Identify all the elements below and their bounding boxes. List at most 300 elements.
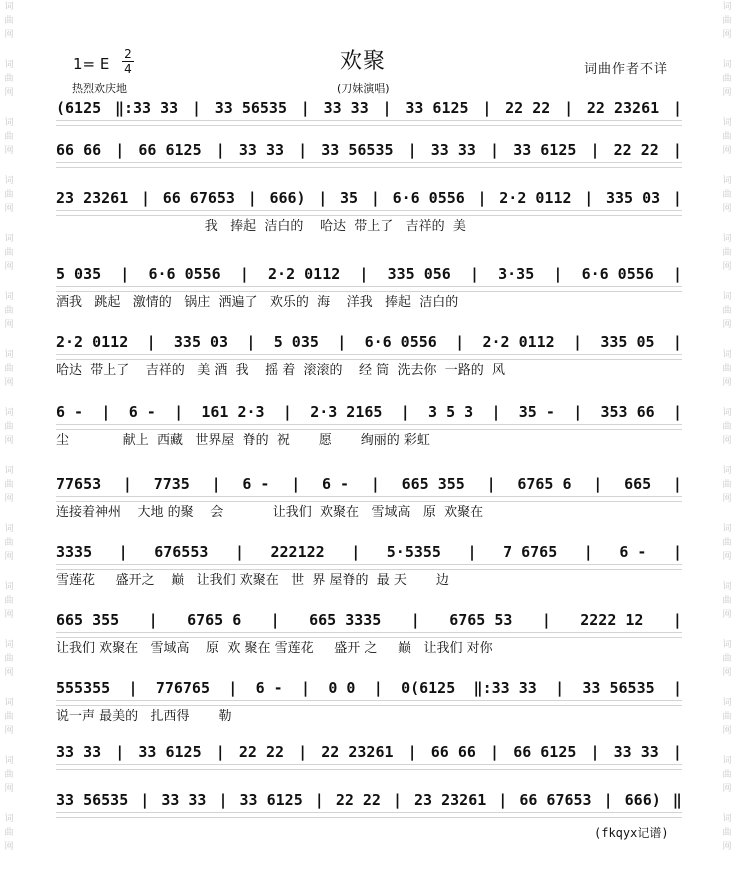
bar-line: | (555, 679, 565, 697)
watermark-glyph: 网 (4, 726, 14, 736)
notation-line (56, 472, 682, 496)
beam-underline (56, 354, 682, 360)
watermark-gap (2, 448, 16, 464)
watermark-gap (2, 42, 16, 58)
note-group: 2·3 2165 (310, 403, 383, 421)
watermark-glyph: 网 (4, 668, 14, 678)
watermark-gap (2, 100, 16, 116)
note-group: 335 05 (600, 333, 655, 351)
watermark-glyph: 曲 (4, 538, 14, 548)
note-group: 6·6 0556 (581, 265, 654, 283)
note-group: 335 056 (387, 265, 451, 283)
bar-line: | (122, 475, 132, 493)
watermark-gap (720, 42, 734, 58)
song-title: 欢聚 (340, 49, 387, 74)
note-group: 6765 53 (449, 611, 513, 629)
watermark-gap (2, 854, 16, 870)
watermark-glyph: 网 (4, 262, 14, 272)
watermark-glyph: 曲 (722, 16, 732, 26)
bar-line: | (392, 791, 403, 809)
note-group: 22 22 (238, 743, 285, 761)
lyric-line: 让我们 欢聚在 雪域高 原 欢 聚在 雪莲花 盛开 之 巅 让我们 对你 (56, 641, 493, 656)
watermark-glyph: 词 (722, 292, 732, 302)
note-group: ‖:33 33 (473, 679, 537, 697)
note-group: 5 035 (273, 333, 319, 351)
bar-line: | (672, 141, 682, 159)
note-group: 33 33 (161, 791, 207, 809)
watermark-glyph: 曲 (722, 132, 732, 142)
watermark-glyph: 曲 (722, 190, 732, 200)
watermark-gap (720, 100, 734, 116)
watermark-gap (2, 506, 16, 522)
watermark-glyph: 词 (722, 2, 732, 12)
watermark-glyph: 曲 (4, 16, 14, 26)
beam-underline (56, 496, 682, 502)
tempo-marking: 热烈欢庆地 (72, 82, 127, 95)
watermark-gap (2, 274, 16, 290)
note-group: 23 23261 (414, 791, 487, 809)
watermark-glyph: 曲 (722, 770, 732, 780)
note-group: 0 0 (328, 679, 356, 697)
note-group: 6765 6 (187, 611, 242, 629)
bar-line: | (672, 265, 682, 283)
bar-line: | (382, 99, 392, 117)
note-group: 22 22 (335, 791, 381, 809)
bar-line: | (672, 543, 682, 561)
watermark-glyph: 网 (722, 494, 732, 504)
bar-line: | (407, 743, 417, 761)
note-group: 33 33 (430, 141, 476, 159)
lyric-line: 说一声 最美的 扎西得 勒 (56, 709, 232, 724)
watermark-glyph: 网 (722, 30, 732, 40)
watermark-glyph: 曲 (4, 770, 14, 780)
note-group: 6·6 0556 (364, 333, 437, 351)
bar-line: | (218, 791, 228, 809)
notation-line (56, 400, 682, 424)
watermark-gap (720, 390, 734, 406)
transcriber-credit: (fkqyx记谱) (594, 826, 669, 840)
beam-underline (56, 210, 682, 216)
watermark-glyph: 网 (4, 204, 14, 214)
watermark-glyph: 网 (722, 610, 732, 620)
time-top: 2 (124, 47, 132, 61)
bar-line: | (215, 743, 225, 761)
watermark-glyph: 词 (722, 814, 732, 824)
note-group: (6125 (56, 99, 102, 117)
bar-line: | (246, 333, 256, 351)
watermark-glyph: 词 (722, 408, 732, 418)
watermark-glyph: 曲 (4, 74, 14, 84)
bar-line: | (228, 679, 238, 697)
note-group: 33 56535 (582, 679, 655, 697)
bar-line: | (140, 791, 150, 809)
watermark-glyph: 词 (722, 234, 732, 244)
bar-line: | (359, 265, 369, 283)
bar-line: | (148, 611, 158, 629)
bar-line: | (373, 679, 383, 697)
bar-line: | (400, 403, 410, 421)
beam-underline (56, 162, 682, 168)
notation-line (56, 740, 682, 764)
bar-line: | (498, 791, 508, 809)
watermark-glyph: 词 (722, 118, 732, 128)
watermark-glyph: 词 (722, 350, 732, 360)
watermark-glyph: 词 (4, 292, 14, 302)
bar-line: | (672, 475, 682, 493)
note-group: 22 22 (613, 141, 659, 159)
beam-underline (56, 764, 682, 770)
watermark-gap (720, 564, 734, 580)
watermark-glyph: 词 (4, 466, 14, 476)
note-group: 33 56535 (214, 99, 287, 117)
note-group: 22 22 (505, 99, 551, 117)
bar-line: | (672, 99, 682, 117)
watermark-glyph: 网 (4, 146, 14, 156)
notation-line (56, 540, 682, 564)
note-group: 33 33 (56, 743, 102, 761)
note-group: 666) (624, 791, 661, 809)
note-group: 33 6125 (513, 141, 577, 159)
bar-line: | (239, 265, 249, 283)
watermark-glyph: 词 (722, 582, 732, 592)
note-group: 66 6125 (138, 141, 202, 159)
bar-line: | (590, 141, 600, 159)
watermark-glyph: 词 (4, 408, 14, 418)
notation-line (56, 608, 682, 632)
lyric-line: 哈达 带上了 吉祥的 美 酒 我 摇 着 滚滚的 经 筒 洗去你 一路的 风 (56, 363, 505, 378)
watermark-left (2, 0, 16, 888)
bar-line: | (318, 189, 328, 207)
watermark-glyph: 曲 (4, 596, 14, 606)
watermark-glyph: 曲 (4, 248, 14, 258)
note-group: 6 - (128, 403, 156, 421)
bar-line: | (291, 475, 301, 493)
bar-line: | (553, 265, 563, 283)
note-group: 66 6125 (513, 743, 577, 761)
watermark-gap (720, 216, 734, 232)
note-group: 35 (340, 189, 359, 207)
watermark-glyph: 网 (722, 88, 732, 98)
beam-underline (56, 632, 682, 638)
time-signature (122, 48, 134, 75)
bar-line: | (115, 743, 125, 761)
watermark-glyph: 曲 (722, 74, 732, 84)
watermark-gap (2, 738, 16, 754)
bar-line: | (120, 265, 130, 283)
note-group: 3 5 3 (428, 403, 474, 421)
note-group: 665 (624, 475, 652, 493)
watermark-glyph: 词 (4, 350, 14, 360)
notation-line (56, 676, 682, 700)
lyric-line: 我 捧起 洁白的 哈达 带上了 吉祥的 美 (56, 219, 466, 234)
bar-line: | (672, 189, 682, 207)
bar-line: | (191, 99, 201, 117)
lyric-line: 尘 献上 西藏 世界屋 脊的 祝 愿 绚丽的 彩虹 (56, 433, 430, 448)
watermark-glyph: 曲 (722, 538, 732, 548)
note-group: 7 6765 (503, 543, 558, 561)
note-group: 161 2·3 (201, 403, 265, 421)
bar-line: | (541, 611, 551, 629)
watermark-glyph: 网 (722, 262, 732, 272)
watermark-gap (2, 680, 16, 696)
note-group: 2·2 0112 (482, 333, 555, 351)
note-group: 33 6125 (405, 99, 469, 117)
watermark-glyph: 网 (4, 494, 14, 504)
watermark-glyph: 网 (4, 320, 14, 330)
note-group: 33 6125 (138, 743, 202, 761)
watermark-glyph: 曲 (4, 828, 14, 838)
watermark-glyph: 曲 (722, 480, 732, 490)
watermark-glyph: 网 (4, 88, 14, 98)
watermark-glyph: 网 (722, 436, 732, 446)
note-group: 665 355 (401, 475, 465, 493)
bar-line: | (672, 679, 682, 697)
watermark-right (720, 0, 734, 888)
bar-line: | (101, 403, 111, 421)
watermark-glyph: 词 (722, 176, 732, 186)
notation-line (56, 186, 682, 210)
note-group: 22 23261 (321, 743, 394, 761)
singer-note: (刀妹演唱) (337, 82, 390, 95)
watermark-glyph: 曲 (722, 422, 732, 432)
note-group: 77653 (56, 475, 102, 493)
bar-line: | (115, 141, 125, 159)
watermark-glyph: 词 (4, 814, 14, 824)
note-group: 353 66 (600, 403, 655, 421)
watermark-glyph: 词 (722, 60, 732, 70)
watermark-glyph: 词 (4, 756, 14, 766)
note-group: 22 23261 (586, 99, 660, 117)
bar-line: | (301, 679, 311, 697)
watermark-glyph: 曲 (722, 828, 732, 838)
note-group: 776765 (155, 679, 210, 697)
watermark-glyph: 网 (4, 30, 14, 40)
watermark-gap (720, 448, 734, 464)
watermark-glyph: 网 (722, 378, 732, 388)
note-group: 676553 (154, 543, 209, 561)
note-group: 66 66 (56, 141, 102, 159)
note-group: 335 03 (606, 189, 661, 207)
watermark-glyph: 曲 (4, 190, 14, 200)
bar-line: | (282, 403, 292, 421)
watermark-glyph: 网 (4, 552, 14, 562)
bar-line: | (300, 99, 310, 117)
watermark-gap (720, 854, 734, 870)
note-group: 2·2 0112 (268, 265, 341, 283)
watermark-glyph: 词 (722, 524, 732, 534)
beam-underline (56, 286, 682, 292)
bar-line: | (337, 333, 347, 351)
key-signature: 1= E (73, 55, 110, 73)
watermark-gap (2, 796, 16, 812)
watermark-gap (720, 332, 734, 348)
watermark-gap (720, 158, 734, 174)
watermark-glyph: 词 (4, 582, 14, 592)
watermark-gap (720, 274, 734, 290)
bar-line: | (564, 99, 574, 117)
beam-underline (56, 812, 682, 818)
lyric-line: 雪莲花 盛开之 巅 让我们 欢聚在 世 界 屋脊的 最 天 边 (56, 573, 449, 588)
bar-line: | (590, 743, 600, 761)
note-group: 3335 (56, 543, 93, 561)
watermark-glyph: 网 (722, 842, 732, 852)
watermark-glyph: 词 (4, 698, 14, 708)
watermark-glyph: 曲 (722, 306, 732, 316)
note-group: 33 33 (613, 743, 659, 761)
note-group: 665 355 (56, 611, 120, 629)
bar-line: | (584, 189, 594, 207)
beam-underline (56, 424, 682, 430)
bar-line: | (118, 543, 128, 561)
bar-line: | (314, 791, 324, 809)
bar-line: | (482, 99, 492, 117)
watermark-glyph: 网 (722, 726, 732, 736)
note-group: 33 6125 (239, 791, 303, 809)
bar-line: | (573, 403, 583, 421)
bar-line: | (583, 543, 593, 561)
watermark-gap (2, 332, 16, 348)
notation-line (56, 788, 682, 812)
watermark-glyph: 网 (4, 436, 14, 446)
note-group: 555355 (56, 679, 111, 697)
note-group: 35 - (518, 403, 555, 421)
watermark-glyph: 网 (722, 320, 732, 330)
notation-line (56, 96, 682, 120)
watermark-gap (2, 564, 16, 580)
bar-line: | (247, 189, 257, 207)
note-group: 666) (269, 189, 306, 207)
beam-underline (56, 120, 682, 126)
watermark-glyph: 曲 (722, 596, 732, 606)
lyric-line: 连接着神州 大地 的聚 会 让我们 欢聚在 雪域高 原 欢聚在 (56, 505, 484, 520)
bar-line: | (486, 475, 496, 493)
note-group: 33 56535 (56, 791, 129, 809)
watermark-glyph: 曲 (4, 132, 14, 142)
bar-line: | (140, 189, 150, 207)
watermark-glyph: 网 (4, 842, 14, 852)
note-group: 66 67653 (162, 189, 235, 207)
note-group: 0(6125 (401, 679, 456, 697)
note-group: 6765 6 (517, 475, 572, 493)
bar-line: | (174, 403, 184, 421)
bar-line: | (146, 333, 156, 351)
watermark-gap (2, 622, 16, 638)
watermark-glyph: 词 (4, 118, 14, 128)
bar-line: | (672, 333, 682, 351)
bar-line: | (215, 141, 225, 159)
note-group: 5 035 (56, 265, 102, 283)
watermark-glyph: 词 (722, 756, 732, 766)
notation-line (56, 262, 682, 286)
watermark-gap (720, 622, 734, 638)
note-group: 6 - (56, 403, 84, 421)
beam-underline (56, 564, 682, 570)
watermark-glyph: 词 (722, 640, 732, 650)
watermark-glyph: 词 (4, 176, 14, 186)
watermark-glyph: 词 (4, 524, 14, 534)
note-group: 6 - (619, 543, 647, 561)
note-group: 33 56535 (321, 141, 394, 159)
note-group: 222122 (270, 543, 325, 561)
note-group: 6·6 0556 (392, 189, 465, 207)
watermark-gap (2, 390, 16, 406)
watermark-glyph: 词 (4, 60, 14, 70)
watermark-gap (2, 216, 16, 232)
note-group: 33 33 (323, 99, 369, 117)
watermark-glyph: 曲 (722, 248, 732, 258)
bar-line: | (469, 265, 479, 283)
note-group: 2·2 0112 (499, 189, 572, 207)
note-group: 66 67653 (519, 791, 592, 809)
note-group: 335 03 (173, 333, 229, 351)
watermark-glyph: 曲 (4, 712, 14, 722)
note-group: 3·35 (498, 265, 535, 283)
watermark-glyph: 网 (4, 610, 14, 620)
note-group: 6 - (321, 475, 350, 493)
watermark-glyph: 网 (722, 146, 732, 156)
note-group: 33 33 (238, 141, 285, 159)
watermark-glyph: 曲 (4, 306, 14, 316)
bar-line: | (593, 475, 603, 493)
note-group: 66 66 (430, 743, 476, 761)
watermark-glyph: 词 (722, 698, 732, 708)
beam-underline (56, 700, 682, 706)
bar-line: | (603, 791, 613, 809)
bar-line: | (234, 543, 244, 561)
bar-line: | (672, 403, 682, 421)
bar-line: | (407, 141, 417, 159)
bar-line: | (491, 403, 501, 421)
notation-line (56, 138, 682, 162)
bar-line: | (455, 333, 465, 351)
bar-line: | (351, 543, 361, 561)
bar-line: | (490, 141, 500, 159)
watermark-gap (720, 796, 734, 812)
watermark-glyph: 词 (722, 466, 732, 476)
bar-line: | (128, 679, 138, 697)
bar-line: | (370, 475, 380, 493)
watermark-glyph: 网 (4, 378, 14, 388)
watermark-glyph: 网 (722, 552, 732, 562)
note-group: 2·2 0112 (56, 333, 129, 351)
bar-line: | (467, 543, 477, 561)
watermark-glyph: 曲 (722, 654, 732, 664)
watermark-gap (720, 738, 734, 754)
watermark-glyph: 曲 (4, 654, 14, 664)
watermark-glyph: 网 (722, 784, 732, 794)
bar-line: | (370, 189, 380, 207)
watermark-gap (720, 680, 734, 696)
note-group: 6·6 0556 (148, 265, 221, 283)
bar-line: | (298, 743, 308, 761)
notation-line (56, 330, 682, 354)
bar-line: | (672, 743, 682, 761)
lyric-line: 酒我 跳起 激情的 锅庄 洒遍了 欢乐的 海 洋我 捧起 洁白的 (56, 295, 459, 310)
watermark-glyph: 曲 (4, 480, 14, 490)
watermark-glyph: 词 (4, 234, 14, 244)
watermark-glyph: 曲 (722, 712, 732, 722)
watermark-glyph: 网 (722, 204, 732, 214)
time-bottom: 4 (124, 62, 132, 76)
watermark-glyph: 网 (4, 784, 14, 794)
watermark-glyph: 词 (4, 640, 14, 650)
bar-line: | (410, 611, 420, 629)
watermark-glyph: 曲 (722, 364, 732, 374)
note-group: 665 3335 (309, 611, 382, 629)
watermark-gap (720, 506, 734, 522)
note-group: 23 23261 (56, 189, 129, 207)
watermark-glyph: 曲 (4, 364, 14, 374)
